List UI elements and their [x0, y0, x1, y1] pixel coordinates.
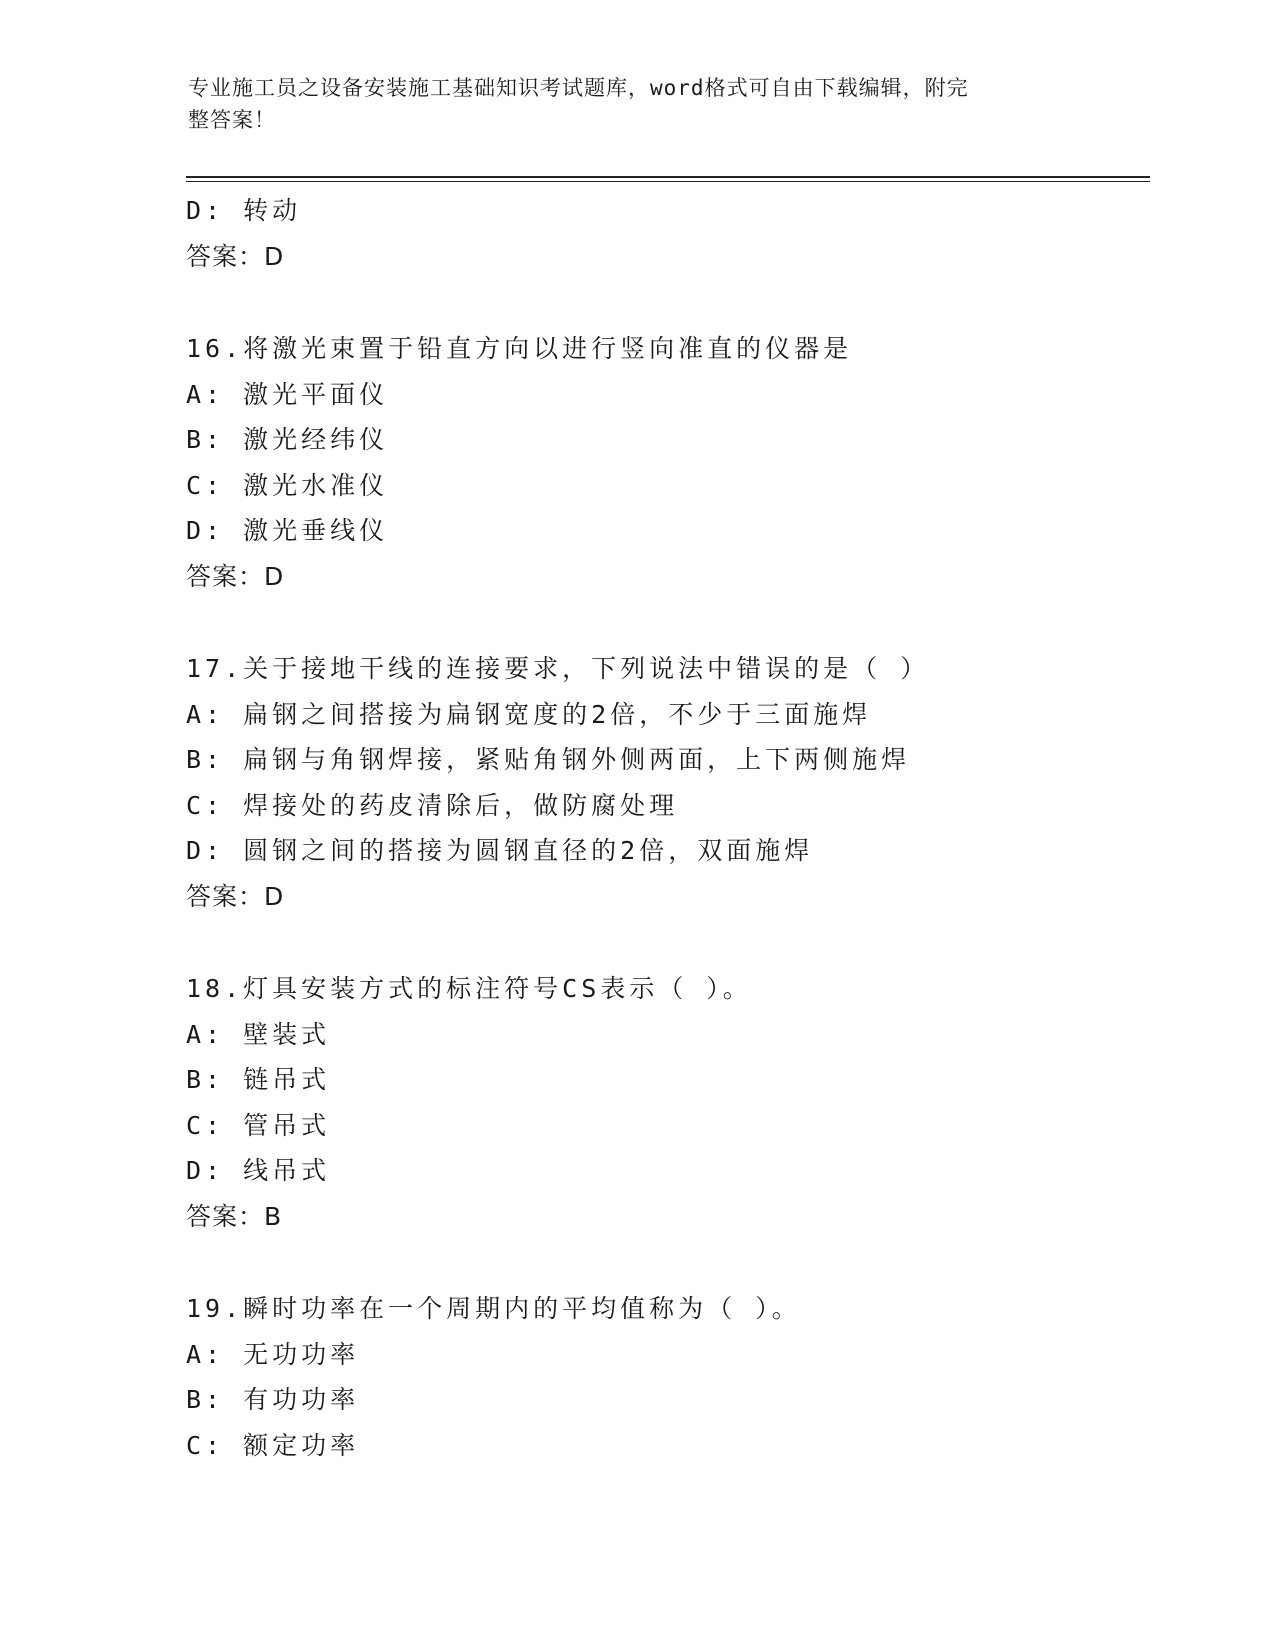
question-19 — [186, 1286, 1150, 1468]
partial-option-d: D: 转动 — [186, 196, 302, 225]
option-c: C: 管吊式 — [186, 1110, 331, 1140]
option-c: C: 激光水准仪 — [186, 470, 389, 500]
header-divider-thick — [186, 176, 1150, 178]
partial-answer: 答案：D — [186, 241, 285, 271]
option-d: D: 线吊式 — [186, 1156, 331, 1185]
question-17 — [186, 646, 1150, 919]
option-a: A: 壁装式 — [186, 1019, 331, 1049]
option-b: B: 链吊式 — [186, 1065, 331, 1094]
header-line-2: 整答案！ — [188, 108, 276, 132]
option-b: B: 扁钢与角钢焊接，紧贴角钢外侧两面，上下两侧施焊 — [186, 745, 911, 774]
question-16 — [186, 326, 1150, 599]
question-stem: 16.将激光束置于铅直方向以进行竖向准直的仪器是 — [186, 334, 853, 363]
spacer — [186, 599, 1150, 646]
option-c: C: 额定功率 — [186, 1430, 360, 1460]
question-stem: 17.关于接地干线的连接要求，下列说法中错误的是（ ） — [186, 654, 930, 683]
question-list — [186, 188, 1150, 1468]
question-18 — [186, 966, 1150, 1239]
question-stem: 19.瞬时功率在一个周期内的平均值称为（ ）。 — [186, 1294, 801, 1323]
option-a: A: 激光平面仪 — [186, 379, 389, 409]
answer: 答案：B — [186, 1201, 283, 1231]
spacer — [186, 1239, 1150, 1286]
option-d: D: 圆钢之间的搭接为圆钢直径的2倍，双面施焊 — [186, 836, 814, 865]
option-a: A: 扁钢之间搭接为扁钢宽度的2倍，不少于三面施焊 — [186, 699, 872, 729]
option-a: A: 无功功率 — [186, 1339, 360, 1369]
header-line-1: 专业施工员之设备安装施工基础知识考试题库，word格式可自由下载编辑，附完 — [188, 76, 969, 100]
option-d: D: 激光垂线仪 — [186, 516, 389, 545]
option-b: B: 激光经纬仪 — [186, 425, 389, 454]
option-b: B: 有功功率 — [186, 1385, 360, 1414]
document-header — [188, 72, 1068, 136]
header-divider-thin — [186, 181, 1150, 182]
answer: 答案：D — [186, 881, 285, 911]
question-stem: 18.灯具安装方式的标注符号CS表示（ ）。 — [186, 974, 752, 1003]
spacer — [186, 279, 1150, 326]
spacer — [186, 919, 1150, 966]
option-c: C: 焊接处的药皮清除后，做防腐处理 — [186, 790, 679, 820]
answer: 答案：D — [186, 561, 285, 591]
